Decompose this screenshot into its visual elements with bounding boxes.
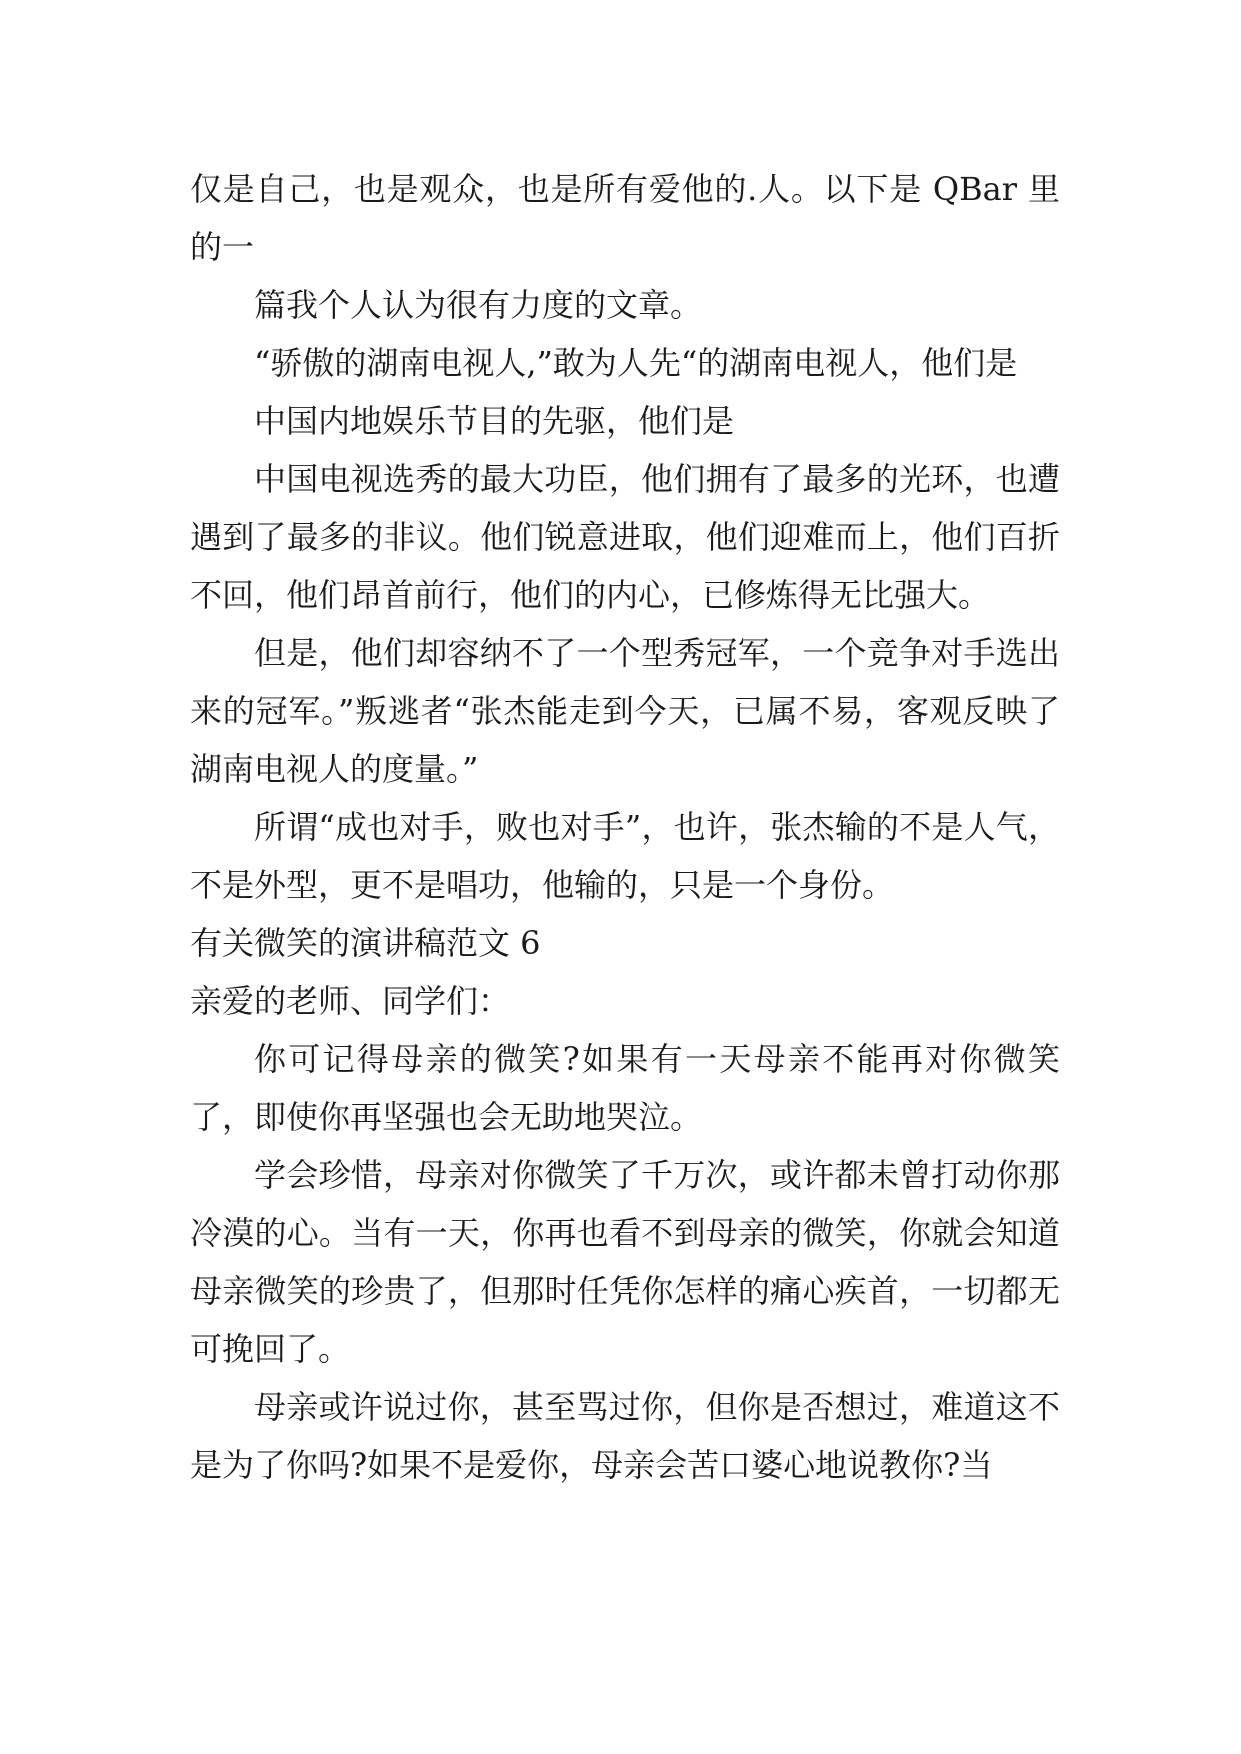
paragraph-3: “骄傲的湖南电视人,”敢为人先“的湖南电视人，他们是 — [254, 344, 1018, 382]
paragraph-5: 中国电视选秀的最大功臣，他们拥有了最多的光环，也遭遇到了最多的非议。他们锐意进取，他们迎难而上，他们百折不回，他们昂首前行，他们的内心，已修炼得无比强大。 — [190, 460, 1060, 614]
paragraph-2: 篇我个人认为很有力度的文章。 — [254, 286, 703, 324]
salutation: 亲爱的老师、同学们： — [190, 982, 511, 1020]
speech-paragraph-2: 学会珍惜，母亲对你微笑了千万次，或许都未曾打动你那冷漠的心。当有一天，你再也看不到母亲的微笑，你就会知道母亲微笑的珍贵了，但那时任凭你怎样的痛心疾首，一切都无可挽回了。 — [190, 1156, 1060, 1368]
paragraph-1: 仅是自己，也是观众，也是所有爱他的.人。以下是 QBar 里的一 — [190, 170, 1060, 266]
document-body — [190, 160, 1060, 1494]
speech-paragraph-1: 你可记得母亲的微笑?如果有一天母亲不能再对你微笑了，即使你再坚强也会无助地哭泣。 — [190, 1040, 1060, 1136]
section-title: 有关微笑的演讲稿范文 6 — [190, 924, 541, 962]
paragraph-7: 所谓“成也对手，败也对手”，也许，张杰输的不是人气，不是外型，更不是唱功，他输的，只是一个身份。 — [190, 808, 1060, 904]
paragraph-6: 但是，他们却容纳不了一个型秀冠军，一个竞争对手选出来的冠军。”叛逃者“张杰能走到今天，已属不易，客观反映了湖南电视人的度量。” — [190, 634, 1060, 788]
speech-paragraph-3: 母亲或许说过你，甚至骂过你，但你是否想过，难道这不是为了你吗?如果不是爱你，母亲会苦口婆心地说教你?当 — [190, 1388, 1060, 1484]
paragraph-4: 中国内地娱乐节目的先驱，他们是 — [254, 402, 735, 440]
